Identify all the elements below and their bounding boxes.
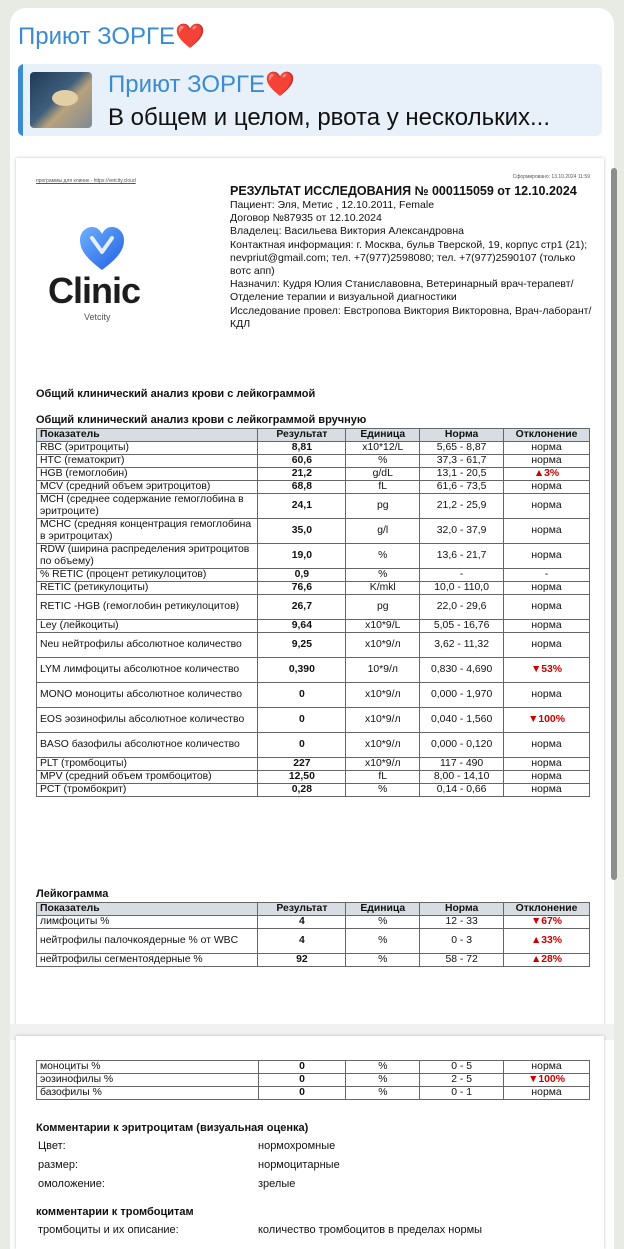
cell-dev: норма xyxy=(504,454,590,467)
rbc-comment-key: омоложение: xyxy=(38,1178,105,1190)
cell-unit: % xyxy=(346,1061,420,1074)
cell-result: 227 xyxy=(258,757,346,770)
cell-dev: ▲3% xyxy=(504,467,590,480)
reply-text: В общем и целом, рвота у нескольких... xyxy=(108,104,550,131)
channel-name[interactable] xyxy=(18,22,205,51)
column-header: Отклонение xyxy=(504,903,590,916)
cell-name: MCH (среднее содержание гемоглобина в эритроците) xyxy=(37,493,258,518)
table-row xyxy=(37,1087,590,1100)
section-title-cbc-manual: Общий клинический анализ крови с лейкограммой вручную xyxy=(36,414,367,426)
cell-dev: ▲28% xyxy=(504,953,590,966)
table-row xyxy=(37,682,590,707)
cell-dev: норма xyxy=(504,783,590,796)
cell-norm: 13,1 - 20,5 xyxy=(420,467,504,480)
cell-unit: fL xyxy=(346,770,420,783)
cell-result: 0 xyxy=(258,707,346,732)
cell-name: MCV (средний объем эритроцитов) xyxy=(37,480,258,493)
cell-name: лимфоциты % xyxy=(37,915,258,928)
cell-norm: 37,3 - 61,7 xyxy=(420,454,504,467)
cell-dev: норма xyxy=(504,732,590,757)
cell-norm: 12 - 33 xyxy=(420,915,504,928)
cell-norm: 8,00 - 14,10 xyxy=(420,770,504,783)
cell-result: 68,8 xyxy=(258,480,346,493)
column-header: Отклонение xyxy=(504,429,590,442)
cell-norm: 117 - 490 xyxy=(420,757,504,770)
reply-accent-bar xyxy=(18,64,23,136)
cell-dev: норма xyxy=(504,682,590,707)
cell-unit: % xyxy=(346,543,420,568)
table-row xyxy=(37,480,590,493)
cell-dev: норма xyxy=(504,1061,590,1074)
cell-norm: 58 - 72 xyxy=(420,953,504,966)
cbc-table xyxy=(36,428,590,797)
cell-result: 9,25 xyxy=(258,632,346,657)
cell-name: RBC (эритроциты) xyxy=(37,441,258,454)
table-row xyxy=(37,581,590,594)
table-row xyxy=(37,441,590,454)
cell-norm: 10,0 - 110,0 xyxy=(420,581,504,594)
column-header: Норма xyxy=(420,429,504,442)
cell-unit: pg xyxy=(346,493,420,518)
cell-name: MCHC (средняя концентрация гемоглобина в эритроцитах) xyxy=(37,518,258,543)
cell-unit: x10*12/L xyxy=(346,441,420,454)
table-row xyxy=(37,1074,590,1087)
reply-author-text: Приют ЗОРГЕ xyxy=(108,71,266,98)
clinic-logo-text: Clinic xyxy=(48,270,141,311)
cell-name: EOS эозинофилы абсолютное количество xyxy=(37,707,258,732)
cell-name: LYM лимфоциты абсолютное количество xyxy=(37,657,258,682)
cell-result: 0,28 xyxy=(258,783,346,796)
report-title: РЕЗУЛЬТАТ ИССЛЕДОВАНИЯ № 000115059 от 12.10.2024 xyxy=(230,184,577,198)
cell-norm: 0,000 - 1,970 xyxy=(420,682,504,707)
cell-norm: 13,6 - 21,7 xyxy=(420,543,504,568)
cell-name: Neu нейтрофилы абсолютное количество xyxy=(37,632,258,657)
rbc-comments-title: Комментарии к эритроцитам (визуальная оценка) xyxy=(36,1122,309,1134)
table-row xyxy=(37,757,590,770)
table-row xyxy=(37,707,590,732)
cell-name: HTC (гематокрит) xyxy=(37,454,258,467)
cell-dev: норма xyxy=(504,581,590,594)
cell-result: 26,7 xyxy=(258,594,346,619)
header-line: Договор №87935 от 12.10.2024 xyxy=(230,212,382,225)
cell-name: базофилы % xyxy=(37,1087,259,1100)
cell-norm: 0,830 - 4,690 xyxy=(420,657,504,682)
table-row xyxy=(37,493,590,518)
program-link[interactable]: программы для клиник - https://vetcity.cloud xyxy=(36,178,136,184)
cell-name: PLT (тромбоциты) xyxy=(37,757,258,770)
cell-result: 92 xyxy=(258,953,346,966)
table-row xyxy=(37,915,590,928)
cell-dev: норма xyxy=(504,518,590,543)
rbc-comment-value: нормоцитарные xyxy=(258,1159,340,1171)
cell-norm: 5,65 - 8,87 xyxy=(420,441,504,454)
leukogram-table xyxy=(36,902,590,967)
column-header: Результат xyxy=(258,903,346,916)
cell-result: 12,50 xyxy=(258,770,346,783)
table-row xyxy=(37,568,590,581)
table-row xyxy=(37,467,590,480)
cell-unit: x10*9/л xyxy=(346,732,420,757)
cell-name: MONO моноциты абсолютное количество xyxy=(37,682,258,707)
cell-result: 8,81 xyxy=(258,441,346,454)
header-line: Исследование провел: Евстропова Виктория Викторовна, Врач-лаборант/ КДЛ xyxy=(230,304,592,330)
cell-dev: норма xyxy=(504,480,590,493)
cell-unit: x10*9/л xyxy=(346,682,420,707)
cell-unit: % xyxy=(346,454,420,467)
table-row xyxy=(37,953,590,966)
rbc-comment-value: зрелые xyxy=(258,1178,296,1190)
cell-result: 0 xyxy=(258,732,346,757)
cell-norm: 0,000 - 0,120 xyxy=(420,732,504,757)
cell-name: Ley (лейкоциты) xyxy=(37,619,258,632)
cell-norm: 22,0 - 29,6 xyxy=(420,594,504,619)
cell-unit: % xyxy=(346,783,420,796)
cell-unit: % xyxy=(346,928,420,953)
cell-result: 9,64 xyxy=(258,619,346,632)
cell-result: 4 xyxy=(258,915,346,928)
table-row xyxy=(37,454,590,467)
cell-dev: ▼100% xyxy=(504,707,590,732)
header-line: Пациент: Эля, Метис , 12.10.2011, Female xyxy=(230,199,435,211)
cell-norm: 2 - 5 xyxy=(420,1074,504,1087)
table-row xyxy=(37,594,590,619)
reply-thumbnail-image xyxy=(30,72,92,128)
cell-result: 4 xyxy=(258,928,346,953)
cell-result: 24,1 xyxy=(258,493,346,518)
section-title-leukogram: Лейкограмма xyxy=(36,888,109,900)
rbc-comment-key: размер: xyxy=(38,1159,79,1171)
cell-unit: % xyxy=(346,915,420,928)
column-header: Единица xyxy=(346,429,420,442)
cell-result: 60,6 xyxy=(258,454,346,467)
cell-unit: x10*9/л xyxy=(346,757,420,770)
generated-date: Сформировано: 13.10.2024 11:59 xyxy=(512,174,590,180)
cell-result: 21,2 xyxy=(258,467,346,480)
cell-name: HGB (гемоглобин) xyxy=(37,467,258,480)
cell-dev: норма xyxy=(504,1087,590,1100)
cell-dev: ▼53% xyxy=(504,657,590,682)
column-header: Результат xyxy=(258,429,346,442)
cell-unit: g/l xyxy=(346,518,420,543)
cell-unit: % xyxy=(346,1087,420,1100)
cell-unit: % xyxy=(346,568,420,581)
header-line: Контактная информация: г. Москва, бульв Тверской, 19, корпус стр1 (21); nevpriut@gmail.com; тел. +7(977)2598080; тел. +7(977)2590107 (только вотс апп) xyxy=(230,238,588,278)
cell-unit: x10*9/L xyxy=(346,619,420,632)
cell-norm: 32,0 - 37,9 xyxy=(420,518,504,543)
cell-dev: ▲33% xyxy=(504,928,590,953)
table-row xyxy=(37,783,590,796)
cell-norm: 3,62 - 11,32 xyxy=(420,632,504,657)
heart-icon: ❤️ xyxy=(175,23,205,50)
cell-dev: норма xyxy=(504,619,590,632)
cell-dev: норма xyxy=(504,757,590,770)
cell-unit: x10*9/л xyxy=(346,707,420,732)
header-line: Владелец: Васильева Виктория Александровна xyxy=(230,225,465,238)
cell-dev: норма xyxy=(504,543,590,568)
cell-dev: - xyxy=(504,568,590,581)
cell-norm: 0 - 3 xyxy=(420,928,504,953)
cell-dev: норма xyxy=(504,632,590,657)
cell-dev: норма xyxy=(504,770,590,783)
rbc-comment-key: Цвет: xyxy=(38,1140,66,1152)
cell-dev: ▼67% xyxy=(504,915,590,928)
cell-name: моноциты % xyxy=(37,1061,259,1074)
column-header: Норма xyxy=(420,903,504,916)
column-header: Показатель xyxy=(37,903,258,916)
plt-comment-key: тромбоциты и их описание: xyxy=(38,1224,179,1236)
cell-name: эозинофилы % xyxy=(37,1074,259,1087)
rbc-comment-value: нормохромные xyxy=(258,1140,336,1152)
cell-unit: pg xyxy=(346,594,420,619)
cell-result: 0 xyxy=(258,1087,346,1100)
cell-norm: 0 - 5 xyxy=(420,1061,504,1074)
cell-norm: 0,040 - 1,560 xyxy=(420,707,504,732)
cell-norm: 61,6 - 73,5 xyxy=(420,480,504,493)
cell-norm: 0,14 - 0,66 xyxy=(420,783,504,796)
lab-report-page-2[interactable] xyxy=(16,1036,604,1249)
cell-name: нейтрофилы палочкоядерные % от WBC xyxy=(37,928,258,953)
cell-name: RETIC -HGB (гемоглобин ретикулоцитов) xyxy=(37,594,258,619)
section-title-cbc: Общий клинический анализ крови с лейкограммой xyxy=(36,388,316,400)
clinic-heart-logo-icon xyxy=(78,226,126,272)
cell-unit: % xyxy=(346,953,420,966)
leukogram-table-continued xyxy=(36,1060,590,1100)
cell-name: нейтрофилы сегментоядерные % xyxy=(37,953,258,966)
heart-icon: ❤️ xyxy=(265,71,295,98)
table-row xyxy=(37,543,590,568)
cell-result: 35,0 xyxy=(258,518,346,543)
lab-report-page-1[interactable] xyxy=(16,158,604,1028)
cell-unit: g/dL xyxy=(346,467,420,480)
cell-norm: 21,2 - 25,9 xyxy=(420,493,504,518)
report-header xyxy=(230,184,595,331)
cell-norm: 5,05 - 16,76 xyxy=(420,619,504,632)
plt-comment-value: количество тромбоцитов в пределах нормы xyxy=(258,1224,483,1236)
table-row xyxy=(37,732,590,757)
cell-dev: ▼100% xyxy=(504,1074,590,1087)
cell-norm: - xyxy=(420,568,504,581)
cell-dev: норма xyxy=(504,594,590,619)
cell-unit: fL xyxy=(346,480,420,493)
cell-result: 0,9 xyxy=(258,568,346,581)
cell-result: 0 xyxy=(258,1061,346,1074)
column-header: Единица xyxy=(346,903,420,916)
cell-norm: 0 - 1 xyxy=(420,1087,504,1100)
cell-unit: K/mkl xyxy=(346,581,420,594)
cell-result: 76,6 xyxy=(258,581,346,594)
reply-author xyxy=(108,70,295,99)
table-row xyxy=(37,632,590,657)
cell-name: MPV (средний объем тромбоцитов) xyxy=(37,770,258,783)
cell-dev: норма xyxy=(504,493,590,518)
reply-quote[interactable] xyxy=(18,64,602,136)
plt-comments-title: комментарии к тромбоцитам xyxy=(36,1206,194,1218)
header-line: Назначил: Кудря Юлия Станиславовна, Ветеринарный врач-терапевт/ Отделение терапии и визуальной диагностики xyxy=(230,278,574,304)
cell-unit: x10*9/л xyxy=(346,632,420,657)
channel-name-text: Приют ЗОРГЕ xyxy=(18,23,176,50)
cell-result: 0 xyxy=(258,1074,346,1087)
cell-dev: норма xyxy=(504,441,590,454)
cell-result: 0 xyxy=(258,682,346,707)
table-row xyxy=(37,657,590,682)
column-header: Показатель xyxy=(37,429,258,442)
cell-name: RDW (ширина распределения эритроцитов по объему) xyxy=(37,543,258,568)
cell-result: 0,390 xyxy=(258,657,346,682)
vetcity-logo-subtext: Vetcity xyxy=(84,312,111,322)
table-row xyxy=(37,518,590,543)
cell-unit: % xyxy=(346,1074,420,1087)
cell-name: BASO базофилы абсолютное количество xyxy=(37,732,258,757)
cell-name: % RETIC (процент ретикулоцитов) xyxy=(37,568,258,581)
cell-name: PCT (тромбокрит) xyxy=(37,783,258,796)
table-row xyxy=(37,770,590,783)
cell-unit: 10*9/л xyxy=(346,657,420,682)
cell-name: RETIC (ретикулоциты) xyxy=(37,581,258,594)
table-row xyxy=(37,928,590,953)
scrollbar[interactable] xyxy=(611,168,617,880)
table-row xyxy=(37,1061,590,1074)
table-row xyxy=(37,619,590,632)
cell-result: 19,0 xyxy=(258,543,346,568)
